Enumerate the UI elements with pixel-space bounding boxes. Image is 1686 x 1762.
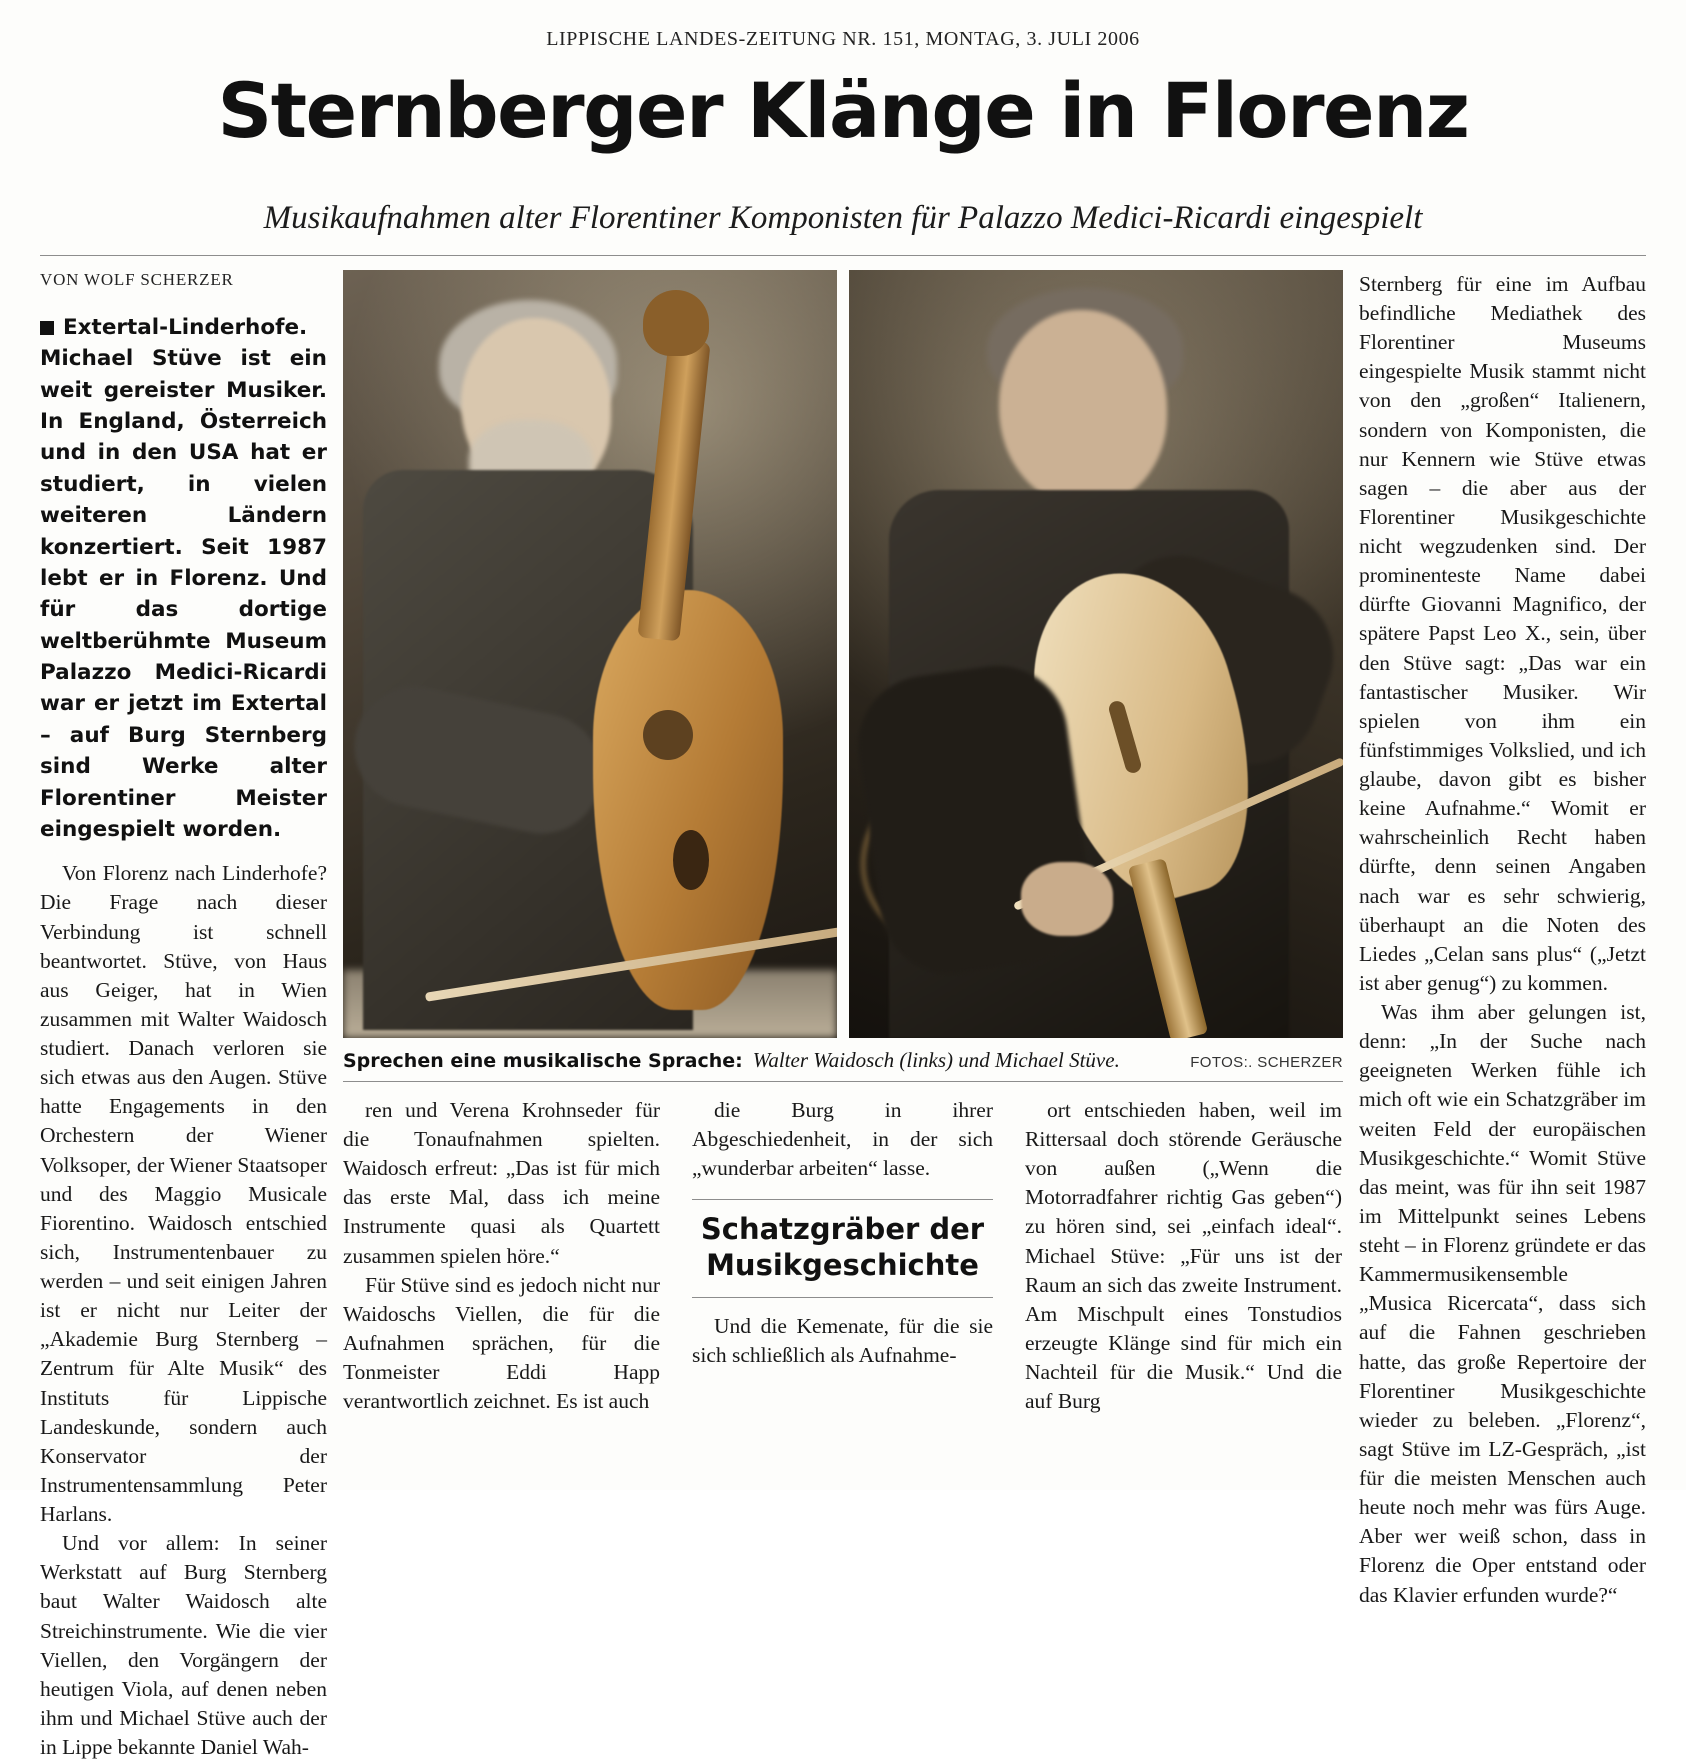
caption-lead: Sprechen eine musikalische Sprache: [343, 1049, 743, 1072]
section-subhead [692, 1199, 993, 1298]
byline: VON WOLF SCHERZER [40, 269, 234, 289]
header-divider [40, 255, 1646, 256]
masthead: LIPPISCHE LANDES-ZEITUNG NR. 151, MONTAG, 3. JULI 2006 [546, 28, 1140, 50]
paragraph: Für Stüve sind es jedoch nicht nur Waidoschs Viellen, die für die Aufnahmen sprächen, für die Tonmeister Eddi Happ verantwortlich zeichnet. Es ist auch [343, 1272, 660, 1414]
column-3 [676, 1096, 1009, 1416]
column-4 [1009, 1096, 1342, 1416]
paragraph: Von Florenz nach Linderhofe? Die Frage nach dieser Verbindung ist schnell beantwortet. Stüve, von Haus aus Geiger, hat in Wien zusammen mit Walter Waidosch studiert. Danach verloren sie sich etwas aus den Augen. Stüve hatte Engagements in den Orchestern der Wiener Volksoper, der Wiener Staatsoper und des Maggio Musicale Fiorentino. Waidosch entschied sich, Instrumentenbauer zu werden – und seit einigen Jahren ist er nicht nur Leiter der „Akademie Burg Sternberg – Zentrum für Alte Musik“ des Instituts für Lippische Landeskunde, sondern auch Konservator der Instrumentensammlung Peter Harlans. [40, 861, 327, 1527]
column-2 [343, 1096, 676, 1416]
page-title: Sternberger Klänge in Florenz [217, 66, 1469, 155]
paragraph: Sternberg für eine im Aufbau befindliche Mediathek des Florentiner Museums eingespielte Musik stammt nicht von den „großen“ Italienern, sondern von Komponisten, die nur Kennern wie Stüve etwas sagen – die aber aus der Florentiner Musikgeschichte nicht wegzudenken sind. Der prominenteste Name dabei dürfte Giovanni Magnifico, der spätere Papst Leo X., sein, über den Stüve sagt: „Das war ein fantastischer Musiker. Wir spielen von ihm ein fünfstimmiges Volkslied, und ich glaube, davon gibt es bisher keine Aufnahme.“ Womit er wahrscheinlich Recht haben dürfte, denn seinen Angaben nach war es sehr schwierig, überhaupt an die Noten des Liedes „Celan sans plus“ („Jetzt ist aber genug“) zu kommen. [1359, 271, 1646, 995]
column-right [1343, 270, 1646, 1762]
subheadline: Musikaufnahmen alter Florentiner Komponisten für Palazzo Medici-Ricardi eingespielt [263, 199, 1423, 236]
photo-left [343, 270, 837, 1038]
lower-columns [343, 1096, 1343, 1416]
photo-caption [343, 1048, 1343, 1082]
lead-dateline: Extertal-Linderhofe. [63, 314, 308, 340]
caption-text: Walter Waidosch (links) und Michael Stüve. [752, 1047, 1120, 1072]
paragraph: Und vor allem: In seiner Werkstatt auf Burg Sternberg baut Walter Waidosch alte Streichinstrumente. Wie die vier Viellen, den Vorgängern der heutigen Viola, auf denen neben ihm und Michael Stüve auch der in Lippe bekannte Daniel Wah- [40, 1531, 327, 1760]
photo-right [849, 270, 1343, 1038]
section-subhead-line-1: Schatzgräber der [700, 1212, 985, 1247]
paragraph: Und die Kemenate, für die sie sich schließlich als Aufnahme- [692, 1314, 993, 1368]
column-left [40, 270, 343, 1762]
lead-paragraph [40, 312, 327, 845]
paragraph: ren und Verena Krohnseder für die Tonaufnahmen spielten. Waidosch erfreut: „Das ist für mich das erste Mal, dass ich meine Instrumente quasi als Quartett zusammen spielen höre.“ [343, 1097, 660, 1268]
article-body [40, 270, 1646, 1762]
photo-credit: FOTOS:. SCHERZER [1190, 1053, 1343, 1071]
paragraph: die Burg in ihrer Abgeschiedenheit, in der sich „wunderbar arbeiten“ lasse. [692, 1097, 993, 1181]
paragraph: ort entschieden haben, weil im Rittersaal doch störende Geräusche von außen („Wenn die Motorradfahrer richtig Gas geben“) zu hören sind, sei „einfach ideal“. Michael Stüve: „Für uns ist der Raum an sich das zweite Instrument. Am Mischpult eines Tonstudios erzeugte Klänge sind für mich ein Nachteil für die Musik.“ Und die auf Burg [1025, 1097, 1342, 1414]
section-subhead-line-2: Musikgeschichte [706, 1247, 979, 1282]
photo-group [343, 270, 1343, 1038]
square-bullet-icon [40, 321, 54, 335]
column-center [343, 270, 1343, 1762]
lead-text: Michael Stüve ist ein weit gereister Musiker. In England, Österreich und in den USA hat er studiert, in vielen weiteren Ländern konzertiert. Seit 1987 lebt er in Florenz. Und für das dortige weltberühmte Museum Palazzo Medici-Ricardi war er jetzt im Extertal – auf Burg Sternberg sind Werke alter Florentiner Meister eingespielt worden. [40, 346, 327, 842]
paragraph: Was ihm aber gelungen ist, denn: „In der Suche nach geeigneten Werken fühle ich mich oft wie ein Schatzgräber im weiten Feld der europäischen Musikgeschichte.“ Womit Stüve das meint, was für ihn seit 1987 im Mittelpunkt seines Lebens steht – in Florenz gründete er das Kammermusikensemble „Musica Ricercata“, dass sich auf die Fahnen geschrieben hatte, das große Repertoire der Florentiner Musikgeschichte wieder zu beleben. „Florenz“, sagt Stüve im LZ-Gespräch, „ist für die meisten Menschen auch heute noch mehr was fürs Auge. Aber wer weiß schon, dass in Florenz die Oper entstand oder das Klavier erfunden wurde?“ [1359, 1000, 1646, 1607]
